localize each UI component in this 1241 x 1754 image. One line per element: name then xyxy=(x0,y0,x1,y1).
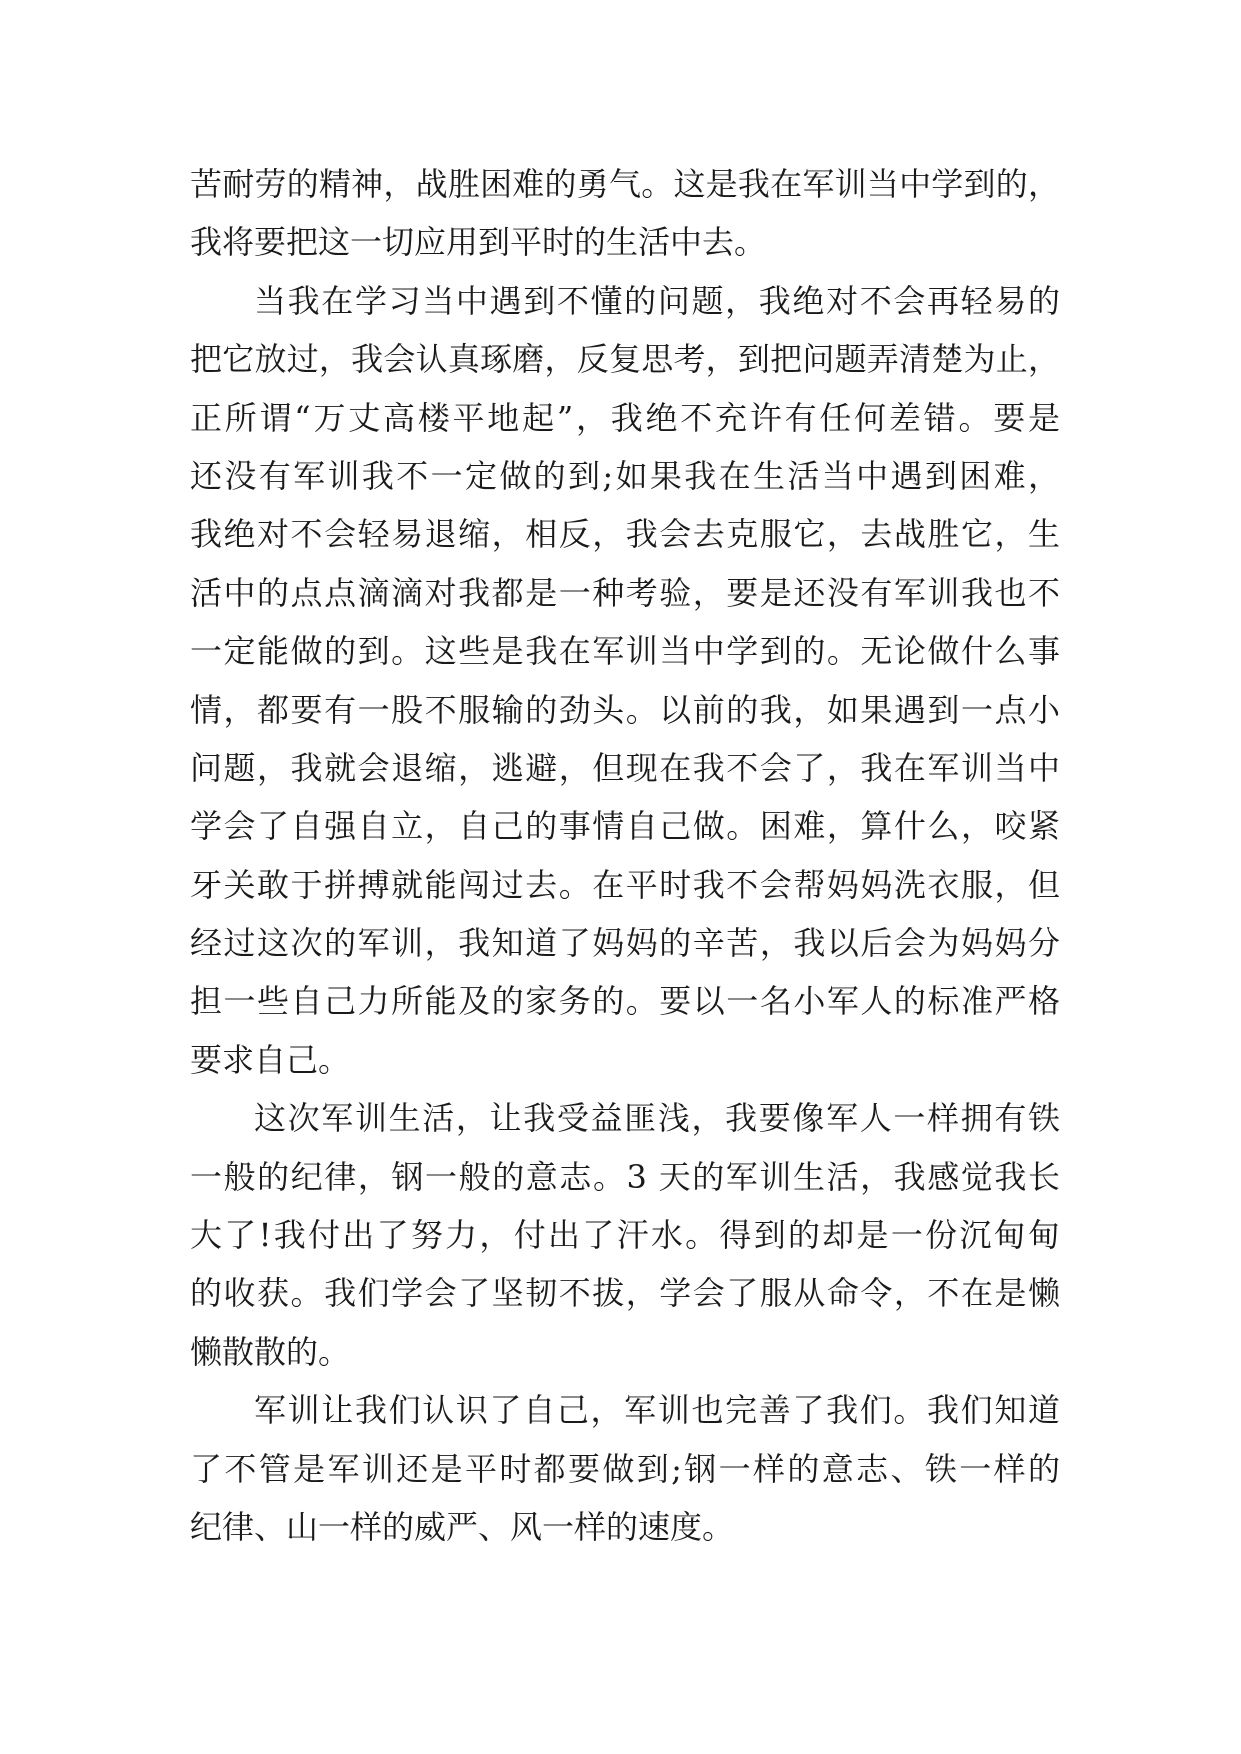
text-line: 了不管是军训还是平时都要做到;钢一样的意志、铁一样的 xyxy=(190,1449,1060,1488)
body-text xyxy=(190,155,1060,1556)
text-line: 军训让我们认识了自己，军训也完善了我们。我们知道 xyxy=(254,1391,1060,1430)
text-line: 大了!我付出了努力，付出了汗水。得到的却是一份沉甸甸 xyxy=(190,1216,1060,1255)
text-line: 牙关敢于拼搏就能闯过去。在平时我不会帮妈妈洗衣服，但 xyxy=(190,865,1060,904)
text-line: 活中的点点滴滴对我都是一种考验，要是还没有军训我也不 xyxy=(190,573,1060,612)
text-line: 还没有军训我不一定做的到;如果我在生活当中遇到困难， xyxy=(190,456,1060,495)
text-line: 学会了自强自立，自己的事情自己做。困难，算什么，咬紧 xyxy=(190,807,1060,846)
text-line: 情，都要有一股不服输的劲头。以前的我，如果遇到一点小 xyxy=(190,690,1060,729)
text-line: 我绝对不会轻易退缩，相反，我会去克服它，去战胜它，生 xyxy=(190,515,1060,554)
text-line: 经过这次的军训，我知道了妈妈的辛苦，我以后会为妈妈分 xyxy=(190,924,1060,963)
text-line: 一定能做的到。这些是我在军训当中学到的。无论做什么事 xyxy=(190,632,1060,671)
text-line: 一般的纪律，钢一般的意志。3 天的军训生活，我感觉我长 xyxy=(190,1157,1060,1196)
text-line: 苦耐劳的精神，战胜困难的勇气。这是我在军训当中学到的， xyxy=(190,165,1060,203)
text-line: 问题，我就会退缩，逃避，但现在我不会了，我在军训当中 xyxy=(190,748,1060,787)
text-line: 把它放过，我会认真琢磨，反复思考，到把问题弄清楚为止， xyxy=(190,340,1060,379)
text-line: 担一些自己力所能及的家务的。要以一名小军人的标准严格 xyxy=(190,982,1060,1021)
text-line: 的收获。我们学会了坚韧不拔，学会了服从命令，不在是懒 xyxy=(190,1274,1060,1313)
text-line: 这次军训生活，让我受益匪浅，我要像军人一样拥有铁 xyxy=(254,1099,1060,1138)
text-line: 当我在学习当中遇到不懂的问题，我绝对不会再轻易的 xyxy=(254,281,1060,320)
text-line: 纪律、山一样的威严、风一样的速度。 xyxy=(190,1507,735,1546)
text-line: 我将要把这一切应用到平时的生活中去。 xyxy=(190,223,767,262)
text-line: 要求自己。 xyxy=(190,1040,351,1079)
text-line: 懒散散的。 xyxy=(190,1332,351,1371)
text-line: 正所谓“万丈高楼平地起”，我绝不充许有任何差错。要是 xyxy=(190,398,1060,437)
